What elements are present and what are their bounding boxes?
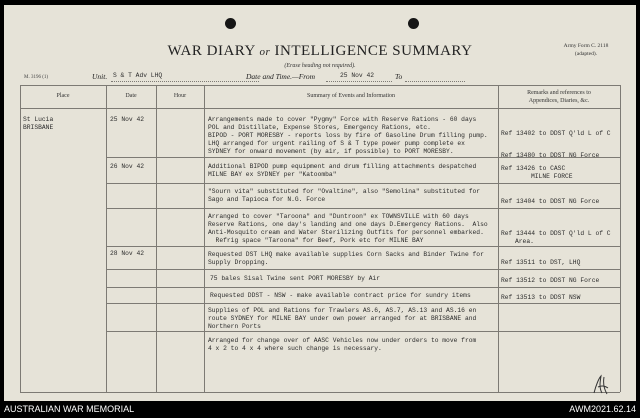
remarks-cell: Ref 13512 to DDST NG Force xyxy=(501,277,600,284)
entry-summary: "Sourn vita" substituted for "Ovaltine", also "Semolina" substituted for Sago and Tapioca for N.G. Force xyxy=(208,188,481,203)
col-header-summary: Summary of Events and Information xyxy=(307,93,395,99)
date-label: Date and Time.—From xyxy=(246,72,316,81)
entry-summary: Arranged to cover "Taroona" and "Duntroon" ex TOWNSVILLE with 60 days Reserve Rations, one day's landing and one days D.Emergency Rations. Also Anti-Mosquito cream and Water Sterilizing Outfits for personnel embarked. Refrig space "Taroona" for Beef, Pork etc for MILNE BAY xyxy=(208,213,488,244)
table-top-border xyxy=(20,85,620,86)
date-cell: 28 Nov 42 xyxy=(110,250,145,257)
initials-signature xyxy=(590,373,612,397)
date-from-value: 25 Nov 42 xyxy=(340,72,375,79)
remarks-cell: Ref 13513 to DDST NSW xyxy=(501,294,581,301)
column-line xyxy=(498,85,499,392)
entry-summary: 75 bales Sisal Twine sent PORT MORESBY by Air xyxy=(210,275,381,282)
entry-summary: Supplies of POL and Rations for Trawlers AS.6, AS.7, AS.13 and AS.16 en route SYDNEY for MILNE BAY under own power arranged for at BRISBANE and Northern Ports xyxy=(208,307,477,330)
form-number: M. 3196 (1) xyxy=(24,75,49,80)
column-line xyxy=(204,85,205,392)
to-line xyxy=(405,81,465,82)
army-form-ref: Army Form C. 2118 (adapted). xyxy=(563,43,609,57)
entry-summary: Arrangements made to cover "Pygmy" Force with Reserve Rations - 60 days POL and Distillate, Expense Stores, Emergency Rations, etc. BIPOD - PORT MORESBY - reports loss by fire of Gasoline Drum filling pump. LHQ arranged for urgent railing of S & T type power pump complete ex SYDNEY for onward movement (by air, if possible) to PORT MORESBY. xyxy=(208,116,488,155)
column-line xyxy=(106,85,107,392)
col-header-remarks: Remarks and references to Appendices, Diaries, &c. xyxy=(527,90,591,104)
entry-divider xyxy=(106,269,620,270)
col-header-hour: Hour xyxy=(173,93,187,99)
entry-summary: Additional BIPOD pump equipment and drum filling attachments despatched MILNE BAY ex SYDNEY per "Katoomba" xyxy=(208,163,477,178)
form-title: WAR DIARY or INTELLIGENCE SUMMARY xyxy=(167,43,473,59)
table-bottom-border xyxy=(20,392,620,393)
punch-hole xyxy=(225,18,236,29)
entry-divider xyxy=(106,246,620,247)
remarks-cell: Ref 13426 to CASC MILNE FORCE xyxy=(501,165,573,180)
entry-summary: Arranged for change over of AASC Vehicles now under orders to move from 4 x 2 to 4 x 4 where such change is necessary. xyxy=(208,337,477,352)
date-cell: 26 Nov 42 xyxy=(110,163,145,170)
entry-divider xyxy=(106,208,620,209)
footer-credit: AUSTRALIAN WAR MEMORIAL xyxy=(4,404,135,414)
diary-page xyxy=(4,5,636,401)
entry-summary: Requested DST LHQ make available supplies Corn Sacks and Binder Twine for Supply Dropping. xyxy=(208,251,484,266)
unit-line xyxy=(111,81,259,82)
remarks-cell: Ref 13404 to DDST NG Force xyxy=(501,198,600,205)
entry-divider xyxy=(106,303,620,304)
column-line xyxy=(620,85,621,392)
remarks-cell: Ref 13511 to DST, LHQ xyxy=(501,259,581,266)
place-cell: St Lucia BRISBANE xyxy=(23,116,54,131)
remarks-cell: Ref 13480 to DDST NG Force xyxy=(501,152,600,159)
unit-value: S & T Adv LHQ xyxy=(113,72,163,79)
punch-hole xyxy=(408,18,419,29)
header-divider xyxy=(20,108,620,109)
to-label: To xyxy=(395,72,403,81)
column-line xyxy=(156,85,157,392)
col-header-date: Date xyxy=(125,93,137,99)
remarks-cell: Ref 13402 to DDST Q'ld L of C xyxy=(501,130,611,137)
entry-divider xyxy=(106,287,620,288)
date-cell: 25 Nov 42 xyxy=(110,116,145,123)
footer-accession: AWM2021.62.14 xyxy=(569,404,636,414)
remarks-cell: Ref 13444 to DDST Q'ld L of C Area. xyxy=(501,230,611,245)
entry-divider xyxy=(106,183,620,184)
entry-divider xyxy=(106,331,620,332)
form-subtitle: (Erase heading not required). xyxy=(284,63,356,69)
column-line xyxy=(20,85,21,392)
entry-summary: Requested DDST - NSW - make available contract price for sundry items xyxy=(210,292,471,299)
col-header-place: Place xyxy=(56,93,70,99)
unit-label: Unit. xyxy=(92,72,108,81)
date-line xyxy=(326,81,392,82)
